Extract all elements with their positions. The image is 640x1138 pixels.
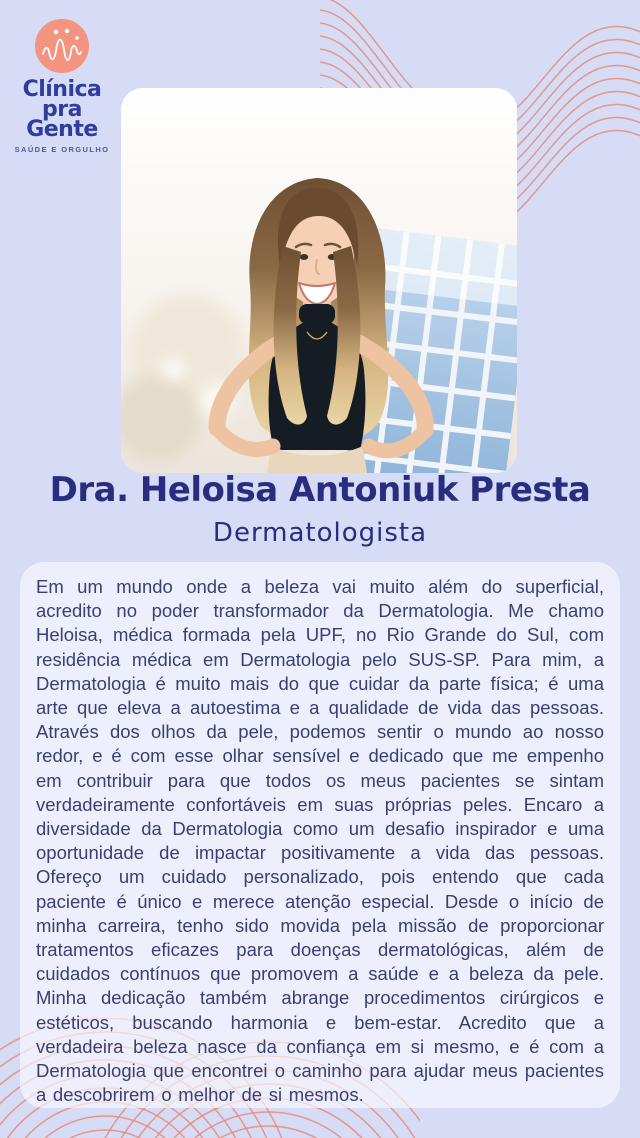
clinic-name-line1: Clínica [22,77,102,102]
doctor-specialty: Dermatologista [212,518,428,548]
bio-card [20,562,620,1108]
clinic-logo [4,18,120,154]
doctor-photo [121,88,517,473]
people-wave-icon [34,18,90,74]
bio-text: Em um mundo onde a beleza vai muito além do superficial, acredito no poder transformador da Dermatologia. Me chamo Heloisa, médica formada pela UPF, no Rio Grande do Sul, com residência médica em Dermatologia pelo SUS-SP. Para mim, a Dermatologia é muito mais do que cuidar da parte física; é uma arte que eleva a autoestima e a qualidade de vida das pessoas. Através dos olhos da pele, podemos sentir o mundo ao nosso redor, e é com esse olhar sensível e dedicado que me empenho em contribuir para que todos os meus pacientes se sintam verdadeiramente confortáveis em suas próprias peles. Encaro a diversidade da Dermatologia como um desafio inspirador e uma oportunidade de impactar positivamente a vida das pessoas. Ofereço um cuidado personalizado, pois entendo que cada paciente é único e merece atenção especial. Desde o início de minha carreira, tenho sido movida pela missão de proporcionar tratamentos eficazes para doenças dermatológicas, além de cuidados contínuos que promovem a saúde e a beleza da pele. Minha dedicação também abrange procedimentos cirúrgicos e estéticos, buscando harmonia e bem-estar. Acredito que a verdadeira beleza nasce da confiança em si mesmo, e é com a Dermatologia que encontrei o caminho para ajudar meus pacientes a descobrirem o melhor de si mesmos. [36,576,604,1106]
doctor-name: Dra. Heloisa Antoniuk Presta [49,470,591,510]
clinic-tagline: SAÚDE E ORGULHO [14,145,110,154]
clinic-name-line2: pra Gente [26,97,98,142]
